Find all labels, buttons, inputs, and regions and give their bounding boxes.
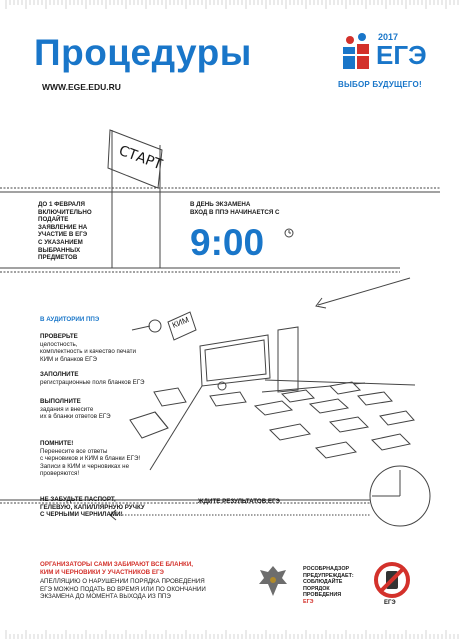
deadline-text: [38, 201, 128, 262]
deadline-line: ВКЛЮЧИТЕЛЬНО: [38, 208, 92, 216]
dont-forget-block: [40, 496, 180, 519]
deadline-line: ВЫБРАННЫХ: [38, 246, 81, 254]
fill-title: ЗАПОЛНИТЕ: [40, 371, 79, 378]
appeal-note: [40, 578, 230, 601]
organizers-line: ОРГАНИЗАТОРЫ САМИ ЗАБИРАЮТ ВСЕ БЛАНКИ,: [40, 561, 193, 568]
organizers-line: КИМ И ЧЕРНОВИКИ У УЧАСТНИКОВ ЕГЭ: [40, 568, 164, 576]
logo-year: 2017: [378, 32, 399, 42]
appeal-line: ЭКЗАМЕНА ДО МОМЕНТА ВЫХОДА ИЗ ППЭ: [40, 593, 171, 601]
logo-slogan: ВЫБОР БУДУЩЕГО!: [338, 80, 422, 89]
check-title: ПРОВЕРЬТЕ: [40, 333, 78, 340]
check-line: комплектность и качество печати: [40, 348, 136, 356]
remember-line: проверяются!: [40, 470, 80, 478]
entry-time: 9:00: [190, 222, 265, 263]
exam-day-line: В ДЕНЬ ЭКЗАМЕНА: [190, 201, 251, 208]
do-line: задания и внесите: [40, 405, 94, 413]
warning-line: СОБЛЮДАЙТЕ: [303, 579, 343, 586]
page-title: Процедуры: [34, 32, 252, 73]
logo-name: ЕГЭ: [376, 40, 427, 70]
fill-line: регистрационные поля бланков ЕГЭ: [40, 378, 145, 386]
remember-title: ПОМНИТЕ!: [40, 440, 74, 447]
start-sign: СТАРТ: [116, 142, 165, 174]
deadline-line: ПРЕДМЕТОВ: [38, 254, 78, 262]
dont-forget-line: НЕ ЗАБУДЬТЕ ПАСПОРТ,: [40, 496, 116, 503]
top-ruler: [0, 0, 462, 18]
appeal-line: ЕГЭ МОЖНО ПОДАТЬ ВО ВРЕМЯ ИЛИ ПО ОКОНЧАНИИ: [40, 585, 206, 593]
do-line: их в бланки ответов ЕГЭ: [40, 413, 111, 421]
deadline-line: УЧАСТИЕ В ЕГЭ: [38, 231, 88, 239]
do-block: [40, 398, 165, 421]
ege-logo: [338, 30, 438, 80]
remember-line: с черновиков и КИМ в бланки ЕГЭ!: [40, 455, 141, 463]
dont-forget-line: С ЧЕРНЫМИ ЧЕРНИЛАМИ!: [40, 511, 123, 519]
appeal-line: АПЕЛЛЯЦИЮ О НАРУШЕНИИ ПОРЯДКА ПРОВЕДЕНИЯ: [40, 578, 205, 585]
remember-block: [40, 440, 170, 478]
check-line: целостность,: [40, 340, 78, 348]
remember-line: Записи в КИМ и черновиках не: [40, 462, 130, 470]
warning-line: ПРЕДУПРЕЖДАЕТ:: [303, 572, 354, 579]
website-url[interactable]: WWW.EGE.EDU.RU: [42, 82, 121, 92]
eagle-emblem-icon: [256, 562, 290, 600]
check-block: [40, 333, 165, 363]
auditorium-heading: В АУДИТОРИИ ППЭ: [40, 316, 100, 323]
deadline-line: С УКАЗАНИЕМ: [38, 238, 83, 246]
warning-line-red: ЕГЭ: [303, 598, 314, 605]
wait-results: ЖДИТЕ РЕЗУЛЬТАТОВ ЕГЭ: [198, 498, 280, 505]
do-title: ВЫПОЛНИТЕ: [40, 398, 81, 405]
fill-block: [40, 371, 165, 386]
kim-label: КИМ: [170, 315, 191, 330]
warning-line: ПРОВЕДЕНИЯ: [303, 592, 342, 599]
exam-day-line: ВХОД В ППЭ НАЧИНАЕТСЯ С: [190, 208, 280, 216]
bottom-ruler: [0, 621, 462, 639]
prohibition-icon: [372, 560, 412, 600]
check-line: КИМ и бланков ЕГЭ: [40, 355, 97, 363]
badge-label: ЕГЭ: [384, 600, 396, 606]
dont-forget-line: ГЕЛЕВУЮ, КАПИЛЛЯРНУЮ РУЧКУ: [40, 503, 145, 511]
remember-line: Перенесите все ответы: [40, 447, 108, 455]
deadline-line: ЗАЯВЛЕНИЕ НА: [38, 223, 88, 231]
rosobrnadzor-warning: [303, 566, 363, 606]
organizers-note: [40, 561, 230, 576]
warning-line: ПОРЯДОК: [303, 585, 330, 592]
deadline-line: ПОДАЙТЕ: [38, 216, 69, 224]
prohibition-badge: [372, 560, 412, 606]
deadline-line: ДО 1 ФЕВРАЛЯ: [38, 201, 85, 208]
warning-line: РОСОБРНАДЗОР: [303, 566, 350, 572]
exam-day-text: [190, 201, 279, 216]
